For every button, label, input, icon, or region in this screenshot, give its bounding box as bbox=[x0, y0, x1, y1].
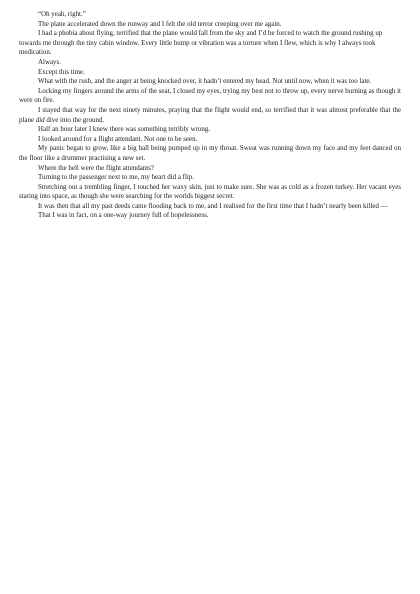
document-page bbox=[19, 10, 401, 221]
paragraph: Except this time. bbox=[38, 67, 85, 76]
emphasis-text: did bbox=[35, 115, 45, 124]
paragraph: What with the rush, and the anger at being knocked over, it hadn’t entered my head. Not until now, when it was too late. bbox=[38, 77, 372, 86]
paragraph: Where the hell were the flight attendants? bbox=[38, 163, 154, 172]
paragraph: I looked around for a flight attendant. Not one to be seen. bbox=[38, 134, 198, 143]
paragraph-text: I stayed that way for the next ninety minutes, praying that the flight would end, so terrified that it was almost preferable that the plane bbox=[19, 105, 401, 124]
paragraph: My panic began to grow, like a big ball being pumped up in my throat. Sweat was running down my face and my feet danced on the floor like a drummer practising a new set. bbox=[19, 144, 401, 162]
paragraph: “Oh yeah, right.” bbox=[38, 10, 86, 18]
paragraph: Locking my fingers around the arms of the seat, I closed my eyes, trying my best not to throw up, every nerve burning as though it were on fire. bbox=[19, 86, 401, 105]
paragraph: Turning to the passenger next to me, my heart did a flip. bbox=[38, 173, 195, 182]
paragraph: The plane accelerated down the runway and I felt the old terror creeping over me again. bbox=[38, 19, 282, 28]
paragraph: I had a phobia about flying, terrified that the plane would fall from the sky and I’d be forced to watch the ground rushing up towards me through the tiny cabin window. Every little bump or vibration was a torture when I flew, which is why I always took medication. bbox=[19, 29, 383, 57]
paragraph: Half an hour later I knew there was something terribly wrong. bbox=[38, 125, 211, 134]
paragraph: That I was in fact, on a one-way journey full of hopelessness. bbox=[38, 211, 209, 220]
paragraph: Always. bbox=[38, 57, 61, 66]
paragraph-text: dive into the ground. bbox=[44, 115, 105, 124]
paragraph: It was then that all my past deeds came flooding back to me, and I realised for the first time that I hadn’t nearly been killed — bbox=[38, 201, 388, 210]
paragraph: Stretching out a trembling finger, I touched her waxy skin, just to make sure. She was as cold as a frozen turkey. Her vacant eyes staring into space, as though she were searching for the worlds biggest secret. bbox=[19, 182, 401, 201]
paragraph bbox=[19, 106, 401, 125]
